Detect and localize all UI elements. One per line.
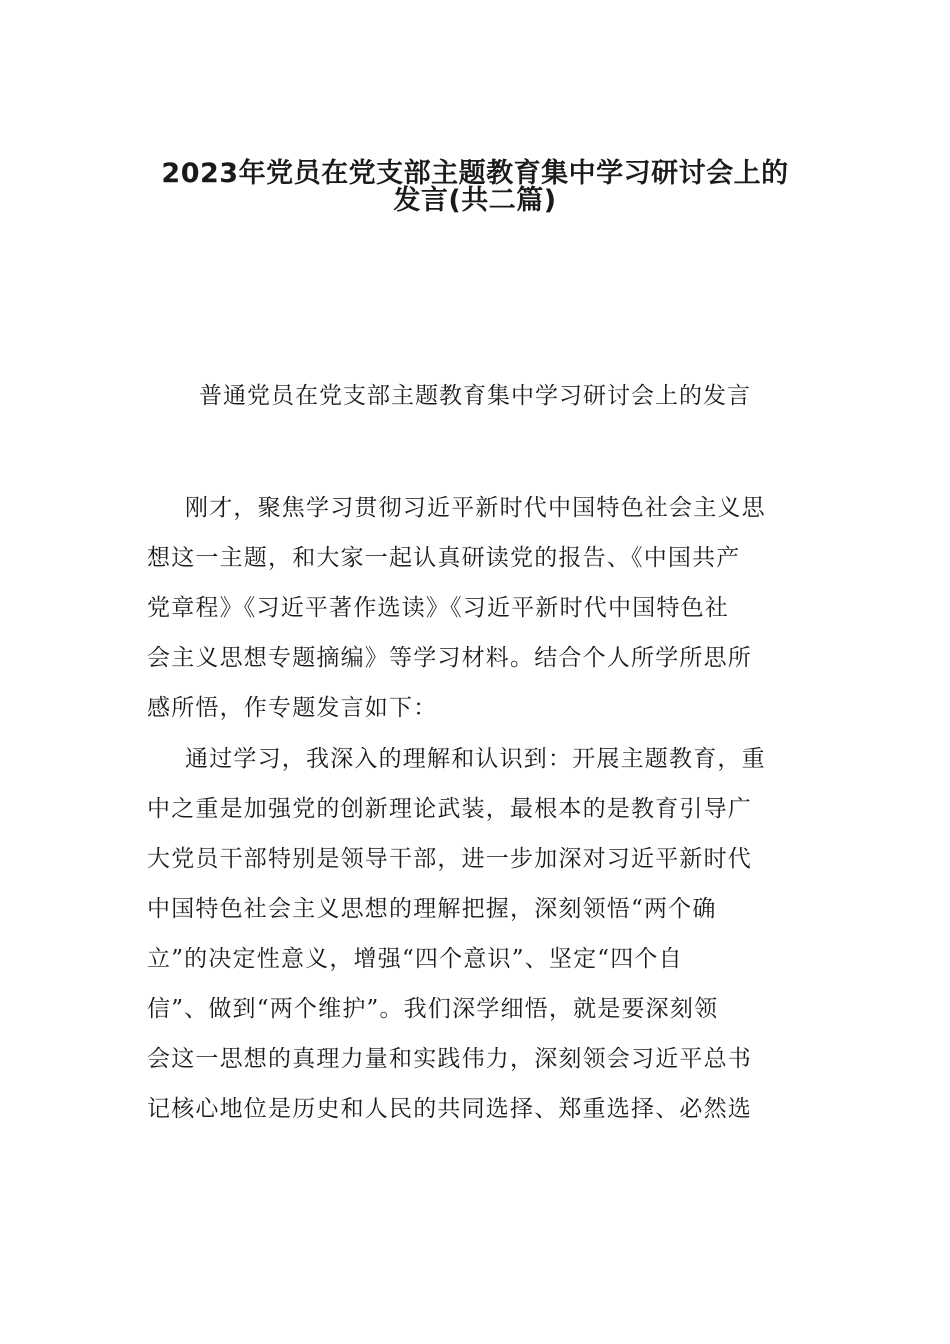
- paragraph-2-line: 大党员干部特别是领导干部，进一步加深对习近平新时代: [147, 846, 752, 872]
- document-title-line-1: 2023年党员在党支部主题教育集中学习研讨会上的: [161, 158, 789, 189]
- paragraph-2-line: 中国特色社会主义思想的理解把握，深刻领悟“两个确: [147, 896, 717, 922]
- paragraph-2-line: 记核心地位是历史和人民的共同选择、郑重选择、必然选: [147, 1096, 752, 1122]
- paragraph-2-line: 会这一思想的真理力量和实践伟力，深刻领会习近平总书: [147, 1046, 752, 1072]
- paragraph-2-line: 信”、做到“两个维护”。我们深学细悟，就是要深刻领: [147, 996, 719, 1022]
- paragraph-1-line: 想这一主题，和大家一起认真研读党的报告、《中国共产: [147, 545, 741, 571]
- paragraph-2-line: 中之重是加强党的创新理论武装，最根本的是教育引导广: [147, 796, 752, 822]
- section-subtitle: 普通党员在党支部主题教育集中学习研讨会上的发言: [199, 383, 751, 409]
- paragraph-1-line: 感所悟，作专题发言如下：: [147, 695, 438, 721]
- paragraph-1-line: 刚才，聚焦学习贯彻习近平新时代中国特色社会主义思: [185, 495, 766, 521]
- paragraph-2-line: 通过学习，我深入的理解和认识到：开展主题教育，重: [185, 746, 766, 772]
- document-title-line-2: 发言(共二篇): [393, 185, 557, 216]
- paragraph-1-line: 党章程》《习近平著作选读》《习近平新时代中国特色社: [147, 595, 729, 621]
- paragraph-2-line: 立”的决定性意义，增强“四个意识”、坚定“四个自: [147, 946, 683, 972]
- paragraph-1-line: 会主义思想专题摘编》等学习材料。结合个人所学所思所: [147, 645, 752, 671]
